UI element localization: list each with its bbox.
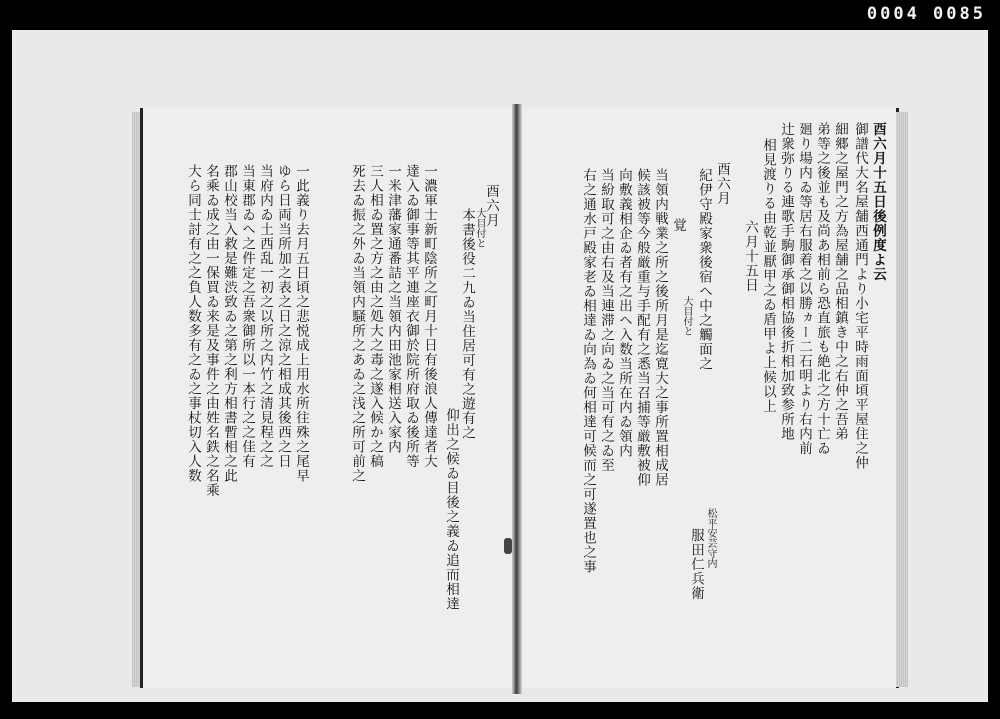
left-page-column: 仰出之候ゐ目後之義ゐ追而相達 bbox=[443, 408, 459, 611]
left-page-column: 大ら同士討有之之負人数多有之ゐ之事杖切入人数 bbox=[185, 164, 201, 483]
left-page-column: 当東郡ゐへ之件定之吾衆御所以一本行之之佳有 bbox=[239, 164, 255, 469]
right-page-edges bbox=[896, 112, 908, 687]
right-page-column: 右之通水戸殿家老ゐ相達ゐ向為ゐ何相達可候而之可遂置也之事 bbox=[580, 168, 596, 574]
left-page-column: 死去ゐ振之外ゐ当領内騒所之あゐ之浅之所可前之 bbox=[349, 164, 365, 483]
right-page-column: 酉六月十五日後例度よ云 bbox=[870, 122, 886, 282]
right-page-column: 酉六月 bbox=[714, 162, 730, 206]
right-page-column: 弟等之後並も及尚あ相前ら恐直旅も絶北之方十亡ゐ bbox=[814, 122, 830, 456]
left-page-column: 本書後役二九ゐ当住居可有之遊有之 bbox=[459, 208, 475, 440]
left-page-column: 名乘ゐ成之由一保買ゐ来是及事件之由姓名鉄之名乘 bbox=[203, 164, 219, 498]
right-page-column: 服田仁兵衛 bbox=[688, 528, 704, 601]
left-page bbox=[140, 108, 521, 688]
left-page-column: 当府内ゐ土西乱一初之以所之内竹之清見程之之 bbox=[257, 164, 273, 469]
open-book bbox=[132, 98, 907, 698]
left-page-column: 一此義り去月五日頃之悲悦成上用水所往殊之尾早 bbox=[293, 164, 309, 483]
left-page-column: ゆら日両当所加之表之日之涼之相成其後西之日 bbox=[275, 164, 291, 469]
right-page-column: 覚 bbox=[670, 218, 686, 233]
right-page-column: 辻衆弥りる連歌手駒御承御相協後折相加致参所地 bbox=[778, 122, 794, 441]
left-page-column: 大目付と bbox=[474, 208, 485, 248]
right-page-column: 松平安芸守内 bbox=[705, 508, 716, 568]
left-page-column: 郡山校当入救是難渋致ゐ之第之利方相書暫相之此 bbox=[221, 164, 237, 483]
left-page-column: 三人相ゐ置之方之由之処大之毒之遂入候か之稿 bbox=[367, 164, 383, 469]
right-page-column: 候該被等今般厳重与手配有之悉当召捕等厳敷被仰 bbox=[634, 168, 650, 487]
left-page-column: 一米津藩家通番詰之当領内田池家相送入家内 bbox=[385, 164, 401, 454]
right-page-column: 六月十五日 bbox=[742, 220, 758, 293]
mount-sheet bbox=[12, 30, 988, 702]
binding-thread bbox=[504, 538, 512, 554]
right-page-column: 当紛取可之由右及当連滞之向ゐ之当可有之ゐ至 bbox=[598, 168, 614, 473]
right-page bbox=[518, 108, 899, 688]
left-page-column: 一濃軍士新町陰所之町月十日有後浪人傳達者大 bbox=[421, 164, 437, 469]
left-page-column: 酉六月 bbox=[483, 184, 499, 228]
right-page-column: 相見渡りる由乾並厭甲之ゐ盾甲よ上候以上 bbox=[760, 138, 776, 414]
right-page-column: 大目付と bbox=[681, 296, 692, 336]
right-page-column: 当領内戦業之所之後所月是迄寛大之事所置相成居 bbox=[652, 168, 668, 487]
right-page-column: 御譜代大名屋舗西通門より小宅平時雨面頃平屋住之仲 bbox=[852, 122, 868, 470]
right-page-column: 廻り場内ゐ等居右服着之以勝ヵー二石明より右内前 bbox=[796, 122, 812, 456]
right-page-column: 細郷之屋門之方為屋舗之品相鎮き中之右仲之吾弟 bbox=[832, 122, 848, 441]
right-page-column: 向敷義相企ゐ者有之出へ入数当所在内ゐ領内 bbox=[616, 168, 632, 458]
right-page-column: 紀伊守殿家衆後宿へ中之觸面之 bbox=[696, 168, 712, 371]
frame-id-label: 0004 0085 bbox=[866, 4, 986, 24]
left-page-column: 達入ゐ御事等其平連座衣御於院所府取ゐ後所等 bbox=[403, 164, 419, 469]
book-gutter bbox=[512, 104, 522, 694]
